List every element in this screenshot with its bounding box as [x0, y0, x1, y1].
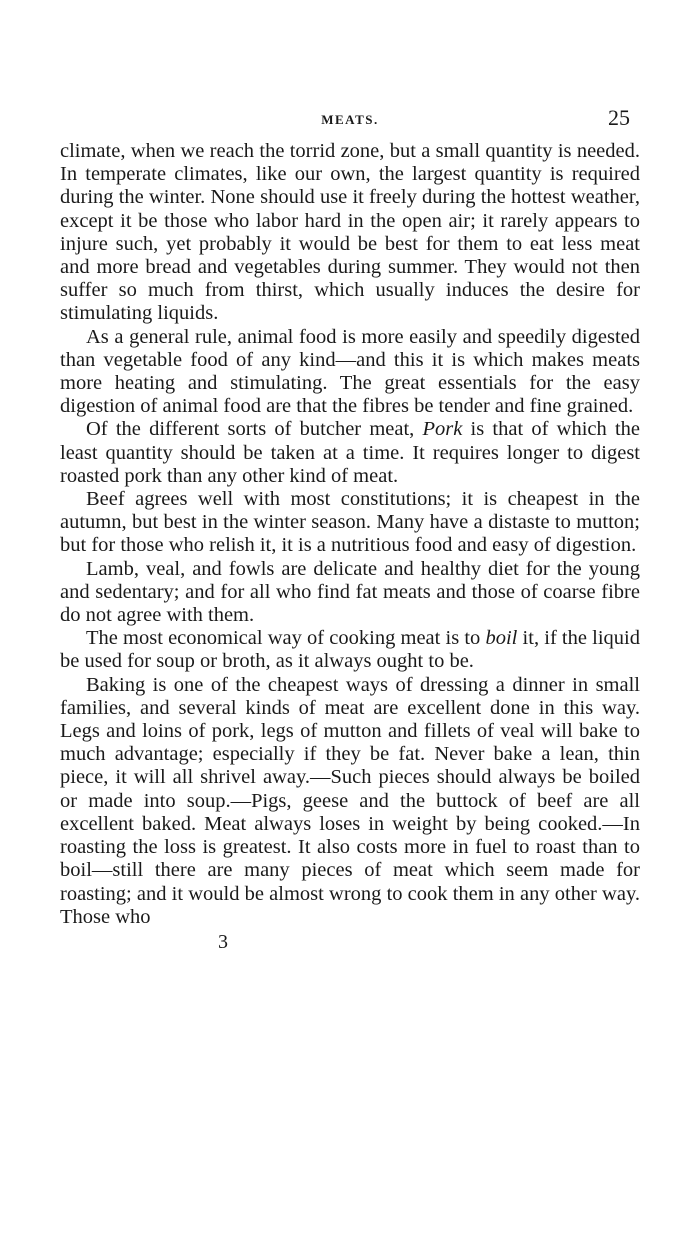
text-run: climate, when we reach the torrid zone, but a small quantity is needed. In temperate climates, like our own, the largest quantity is required during the winter. None should use it freely during the hottest weather, except it be those who labor hard in the open air; it rarely appears to injure such, yet probably it would be best for them to eat less meat and more bread and vegetables during summer. They would not then suffer so much from thirst, which usually induces the desire for stimulating liquids. — [60, 140, 640, 325]
text-run: As a general rule, animal food is more easily and speedily digested than vegetable food of any kind—and this it is which makes meats more heating and stimulating. The great essentials for the easy digestion of animal food are that the fibres be tender and fine grained. — [60, 325, 640, 418]
text-run: Lamb, veal, and fowls are delicate and healthy diet for the young and sedentary; and for all who find fat meats and those of coarse fibre do not agree with them. — [60, 557, 640, 627]
body-text — [60, 140, 640, 929]
book-page — [60, 100, 640, 954]
signature-mark: 3 — [218, 930, 228, 953]
page-number: 25 — [608, 105, 630, 130]
italic-term: boil — [485, 627, 518, 650]
text-run: is that of which the least quantity should be taken at a time. It requires longer to digest roasted pork than any other kind of meat. — [60, 418, 640, 487]
paragraph-3 — [60, 418, 640, 488]
paragraph-7 — [60, 674, 640, 929]
paragraph-2 — [60, 326, 640, 419]
text-run: The most economical way of cooking meat is to — [86, 627, 486, 650]
paragraph-1 — [60, 140, 640, 326]
running-head — [60, 100, 640, 140]
text-run: Baking is one of the cheapest ways of dressing a dinner in small families, and several kinds of meat are excellent done in this way. Legs and loins of pork, legs of mutton and fillets of veal will bake to much advantage; especially if they be fat. Never bake a lean, thin piece, it will all shrivel away.—Such pieces should always be boiled or made into soup.—Pigs, geese and the buttock of beef are all excellent baked. Meat always loses in weight by being cooked.—In roasting the loss is greatest. It also costs more in fuel to roast than to boil—still there are many pieces of meat which seem made for roasting; and it would be almost wrong to cook them in any other way. Those who — [60, 673, 640, 928]
paragraph-6 — [60, 627, 640, 673]
running-title: MEATS. — [321, 112, 379, 127]
text-run: Beef agrees well with most constitutions; it is cheapest in the autumn, but best in the winter season. Many have a distaste to mutton; but for those who relish it, it is a nutritious food and easy of digestion. — [60, 488, 640, 557]
italic-term: Pork — [422, 418, 463, 441]
paragraph-5 — [60, 558, 640, 628]
paragraph-4 — [60, 488, 640, 558]
text-run: it, if the liquid be used for soup or broth, as it always ought to be. — [60, 627, 640, 673]
text-run: Of the different sorts of butcher meat, — [86, 418, 423, 441]
